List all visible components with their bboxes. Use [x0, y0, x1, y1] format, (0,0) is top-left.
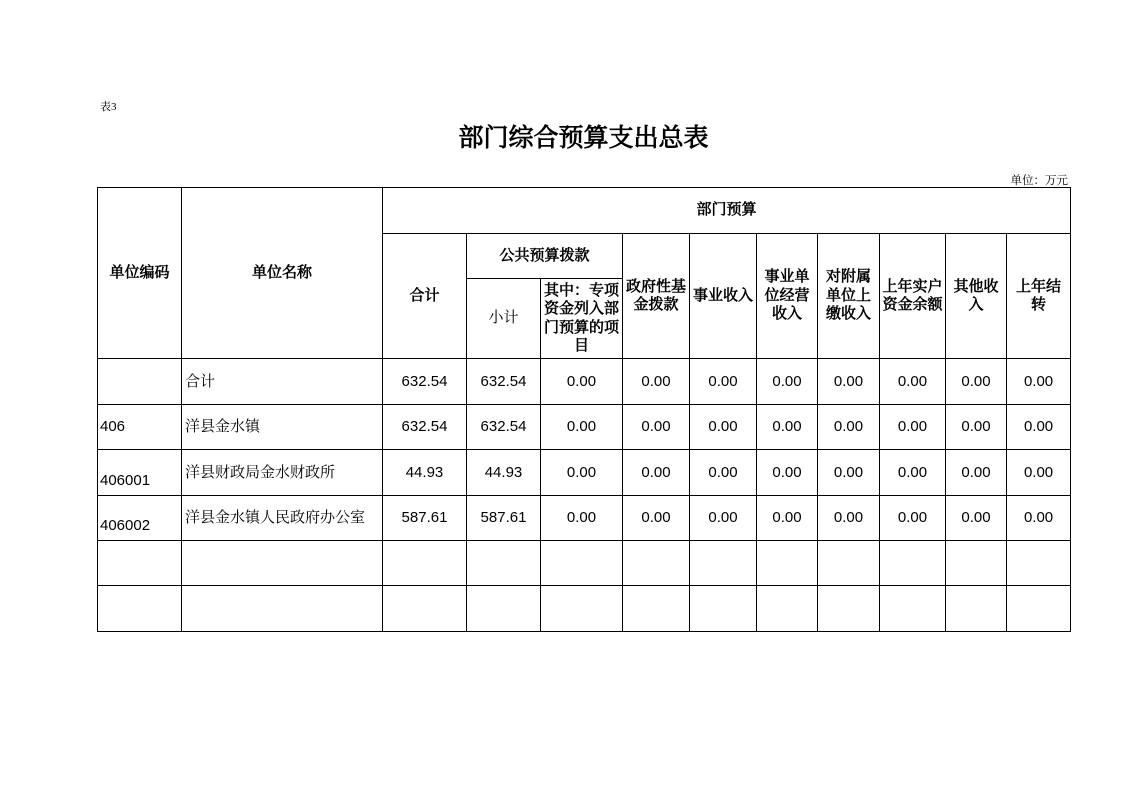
unit-label: 单位：万元	[1010, 175, 1068, 187]
empty-cell	[818, 541, 880, 586]
prior-year-carryover-cell: 0.00	[1007, 496, 1071, 541]
header-prior-year-carryover-label: 上年结转	[1016, 277, 1062, 313]
gov-fund-cell: 0.00	[623, 359, 690, 405]
total-cell: 632.54	[383, 405, 467, 450]
business-operating-income-cell: 0.00	[757, 450, 818, 496]
empty-cell	[182, 541, 383, 586]
table-row	[98, 496, 1071, 541]
empty-cell	[946, 586, 1007, 632]
business-income-cell: 0.00	[690, 405, 757, 450]
special-funds-cell: 0.00	[541, 496, 623, 541]
header-unit-name: 单位名称	[182, 188, 383, 359]
special-funds-cell: 0.00	[541, 450, 623, 496]
business-operating-income-cell: 0.00	[757, 496, 818, 541]
header-affiliated-remittance	[818, 234, 880, 359]
unit-name-cell: 合计	[182, 359, 383, 405]
empty-cell	[1007, 541, 1071, 586]
other-income-cell: 0.00	[946, 496, 1007, 541]
table-row-empty	[98, 541, 1071, 586]
unit-code-cell	[98, 359, 182, 405]
empty-cell	[541, 586, 623, 632]
table-number: 表3	[100, 101, 117, 113]
other-income-cell: 0.00	[946, 405, 1007, 450]
header-public-subtotal: 小计	[467, 279, 541, 359]
prior-year-carryover-cell: 0.00	[1007, 405, 1071, 450]
empty-cell	[623, 586, 690, 632]
unit-code-cell: 406	[98, 405, 182, 450]
total-cell: 587.61	[383, 496, 467, 541]
header-business-income-label: 事业收入	[692, 286, 753, 304]
gov-fund-cell: 0.00	[623, 496, 690, 541]
header-prior-year-balance	[880, 234, 946, 359]
header-dept-budget: 部门预算	[383, 188, 1071, 234]
other-income-cell: 0.00	[946, 359, 1007, 405]
empty-cell	[757, 541, 818, 586]
table-header	[98, 188, 1071, 359]
header-total: 合计	[383, 234, 467, 359]
empty-cell	[98, 541, 182, 586]
table-row	[98, 405, 1071, 450]
empty-cell	[880, 586, 946, 632]
affiliated-remittance-cell: 0.00	[818, 405, 880, 450]
header-business-operating-income	[757, 234, 818, 359]
header-other-income-label: 其他收入	[953, 277, 999, 313]
table-row-empty	[98, 586, 1071, 632]
header-public-budget: 公共预算拨款	[467, 234, 623, 279]
affiliated-remittance-cell: 0.00	[818, 359, 880, 405]
empty-cell	[383, 541, 467, 586]
business-income-cell: 0.00	[690, 359, 757, 405]
header-special-funds	[541, 279, 623, 359]
business-income-cell: 0.00	[690, 450, 757, 496]
empty-cell	[818, 586, 880, 632]
table-body	[98, 359, 1071, 632]
empty-cell	[98, 586, 182, 632]
empty-cell	[1007, 586, 1071, 632]
public-subtotal-cell: 587.61	[467, 496, 541, 541]
empty-cell	[182, 586, 383, 632]
business-operating-income-cell: 0.00	[757, 359, 818, 405]
header-other-income	[946, 234, 1007, 359]
header-row-1	[98, 188, 1071, 234]
header-business-operating-income-label: 事业单位经营收入	[764, 268, 810, 323]
special-funds-cell: 0.00	[541, 405, 623, 450]
special-funds-cell: 0.00	[541, 359, 623, 405]
unit-code-cell: 406001	[98, 450, 182, 496]
affiliated-remittance-cell: 0.00	[818, 496, 880, 541]
public-subtotal-cell: 44.93	[467, 450, 541, 496]
header-prior-year-balance-label: 上年实户资金余额	[882, 277, 943, 313]
other-income-cell: 0.00	[946, 450, 1007, 496]
empty-cell	[946, 541, 1007, 586]
empty-cell	[690, 586, 757, 632]
total-cell: 632.54	[383, 359, 467, 405]
public-subtotal-cell: 632.54	[467, 405, 541, 450]
table-row	[98, 450, 1071, 496]
header-gov-fund	[623, 234, 690, 359]
unit-name-cell: 洋县金水镇	[182, 405, 383, 450]
table-row-total	[98, 359, 1071, 405]
prior-year-carryover-cell: 0.00	[1007, 359, 1071, 405]
header-special-funds-label: 其中：专项资金列入部门预算的项目	[543, 281, 619, 354]
empty-cell	[880, 541, 946, 586]
header-unit-code: 单位编码	[98, 188, 182, 359]
total-cell: 44.93	[383, 450, 467, 496]
business-operating-income-cell: 0.00	[757, 405, 818, 450]
prior-year-balance-cell: 0.00	[880, 405, 946, 450]
gov-fund-cell: 0.00	[623, 405, 690, 450]
affiliated-remittance-cell: 0.00	[818, 450, 880, 496]
prior-year-balance-cell: 0.00	[880, 450, 946, 496]
header-gov-fund-label: 政府性基金拨款	[625, 277, 686, 313]
empty-cell	[757, 586, 818, 632]
header-affiliated-remittance-label: 对附属单位上缴收入	[825, 268, 871, 323]
prior-year-balance-cell: 0.00	[880, 359, 946, 405]
gov-fund-cell: 0.00	[623, 450, 690, 496]
prior-year-balance-cell: 0.00	[880, 496, 946, 541]
page-title: 部门综合预算支出总表	[458, 124, 709, 152]
empty-cell	[690, 541, 757, 586]
budget-table	[97, 187, 1071, 632]
empty-cell	[467, 541, 541, 586]
empty-cell	[541, 541, 623, 586]
header-prior-year-carryover	[1007, 234, 1071, 359]
prior-year-carryover-cell: 0.00	[1007, 450, 1071, 496]
business-income-cell: 0.00	[690, 496, 757, 541]
unit-code-cell: 406002	[98, 496, 182, 541]
public-subtotal-cell: 632.54	[467, 359, 541, 405]
unit-name-cell: 洋县金水镇人民政府办公室	[182, 496, 383, 541]
empty-cell	[467, 586, 541, 632]
header-business-income	[690, 234, 757, 359]
empty-cell	[623, 541, 690, 586]
unit-name-cell: 洋县财政局金水财政所	[182, 450, 383, 496]
empty-cell	[383, 586, 467, 632]
